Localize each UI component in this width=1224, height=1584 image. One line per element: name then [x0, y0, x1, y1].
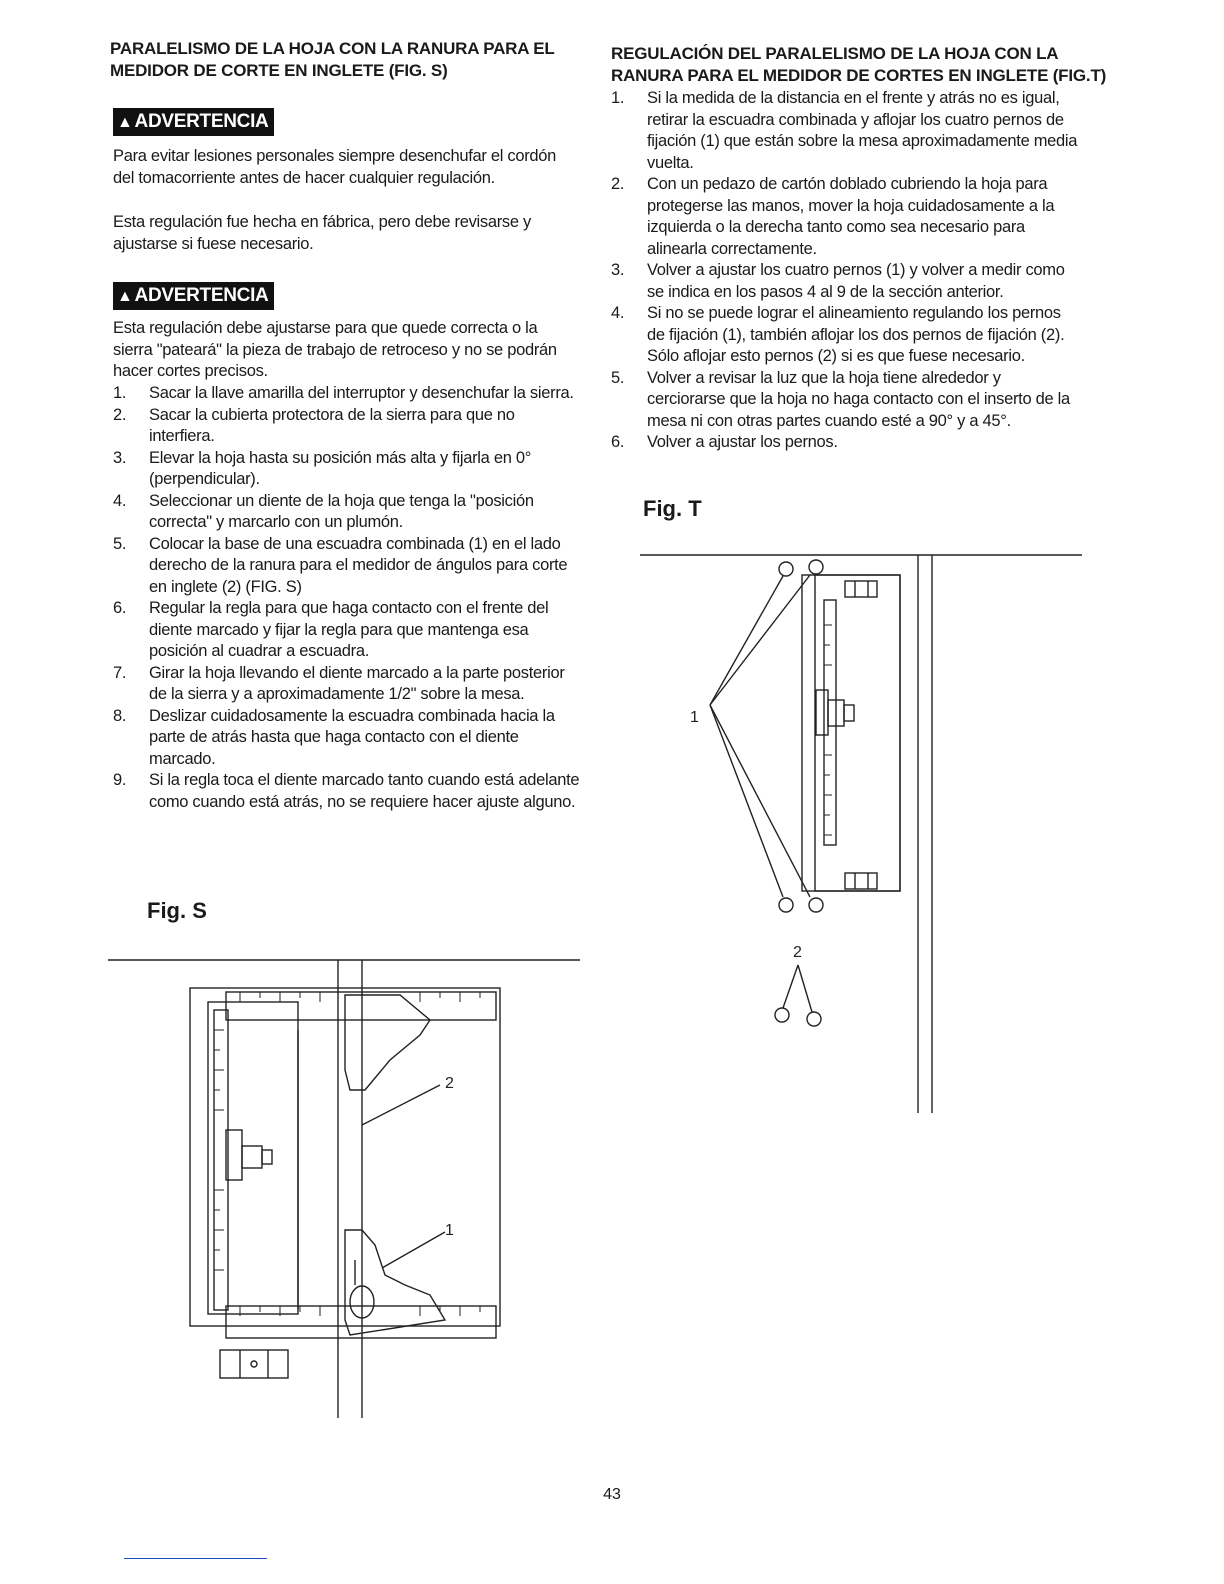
list-item: 2. Sacar la cubierta protectora de la sierra para que no interfiera.: [113, 405, 515, 445]
list-item: 5. Volver a revisar la luz que la hoja tiene alrededor y cerciorarse que la hoja no haga contacto con el inserto de la mesa ni con otras partes cuando esté a 90° y a 45°.: [611, 368, 1070, 430]
list-item: 9. Si la regla toca el diente marcado tanto cuando está adelante como cuando está atrás, no se requiere hacer ajuste alguno.: [113, 771, 580, 811]
list-item: 2. Con un pedazo de cartón doblado cubriendo la hoja para protegerse las manos, mover la hoja cuidadosamente a la izquierda o la derecha tanto como sea necesario para alinearla correctamente.: [611, 175, 1055, 258]
warning-label: ADVERTENCIA: [134, 285, 269, 306]
list-item: 6. Volver a ajustar los pernos.: [611, 433, 838, 451]
figure-label-t: Fig. T: [643, 496, 702, 521]
section-heading-right-line2: RANURA PARA EL MEDIDOR DE CORTES EN INGLETE (FIG.T): [611, 66, 1107, 85]
list-item: 5. Colocar la base de una escuadra combinada (1) en el lado derecho de la ranura para el medidor de ángulos para corte en inglete (2) (FIG. S): [113, 534, 568, 596]
list-item: 4. Si no se puede lograr el alineamiento regulando los pernos de fijación (1), también aflojar los dos pernos de fijación (2). Sólo aflojar esto pernos (2) si es que fuese necesario.: [611, 304, 1065, 365]
warning-triangle-icon: ▲: [117, 288, 133, 305]
figure-label-s: Fig. S: [147, 898, 207, 923]
warning-badge-2: [113, 282, 274, 310]
list-item: 7. Girar la hoja llevando el diente marcado a la parte posterior de la sierra y a aproximadamente 1/2" sobre la mesa.: [113, 663, 565, 703]
callout-2-label: 2: [445, 1075, 454, 1092]
left-step-list: [113, 383, 583, 813]
callout-1-label: 1: [690, 709, 699, 726]
warning-text-1: Para evitar lesiones personales siempre desenchufar el cordón del tomacorriente antes de hacer cualquier regulación.: [113, 147, 557, 187]
list-item: 1. Sacar la llave amarilla del interruptor y desenchufar la sierra.: [113, 384, 574, 402]
list-item: 1. Si la medida de la distancia en el frente y atrás no es igual, retirar la escuadra combinada y aflojar los cuatro pernos de fijación (1) que están sobre la mesa aproximadamente media vuelta.: [611, 89, 1078, 172]
warning-label: ADVERTENCIA: [134, 111, 269, 132]
section-heading-right-line1: REGULACIÓN DEL PARALELISMO DE LA HOJA CON LA: [611, 44, 1059, 63]
page-number: 43: [603, 1486, 621, 1503]
callout-1-label: 1: [445, 1222, 454, 1239]
warning-triangle-icon: ▲: [117, 114, 133, 131]
warning-badge-1: [113, 108, 274, 136]
list-item: 3. Volver a ajustar los cuatro pernos (1) y volver a medir como se indica en los pasos 4 al 9 de la sección anterior.: [611, 261, 1065, 301]
figure-t-drawing: [640, 545, 1085, 1115]
list-item: 8. Deslizar cuidadosamente la escuadra combinada hacia la parte de atrás hasta que haga contacto con el diente marcado.: [113, 706, 555, 768]
callout-2-label: 2: [793, 944, 802, 961]
list-item: 4. Seleccionar un diente de la hoja que tenga la "posición correcta" y marcarlo con un plumón.: [113, 491, 534, 531]
footer-rule: [124, 1558, 267, 1559]
factory-note: Esta regulación fue hecha en fábrica, pero debe revisarse y ajustarse si fuese necesario.: [113, 213, 531, 253]
warning-text-2: Esta regulación debe ajustarse para que quede correcta o la sierra "pateará" la pieza de trabajo de retroceso y no se podrán hacer cortes precisos.: [113, 319, 557, 380]
figure-s-drawing: [100, 950, 590, 1430]
section-heading-left-line1: PARALELISMO DE LA HOJA CON LA RANURA PARA EL: [110, 39, 555, 58]
list-item: 6. Regular la regla para que haga contacto con el frente del diente marcado y fijar la regla para que mantenga esa posición al cuadrar a escuadra.: [113, 599, 549, 660]
list-item: 3. Elevar la hoja hasta su posición más alta y fijarla en 0° (perpendicular).: [113, 448, 532, 488]
section-heading-left-line2: MEDIDOR DE CORTE EN INGLETE (FIG. S): [110, 61, 448, 80]
right-step-list: [611, 88, 1081, 454]
